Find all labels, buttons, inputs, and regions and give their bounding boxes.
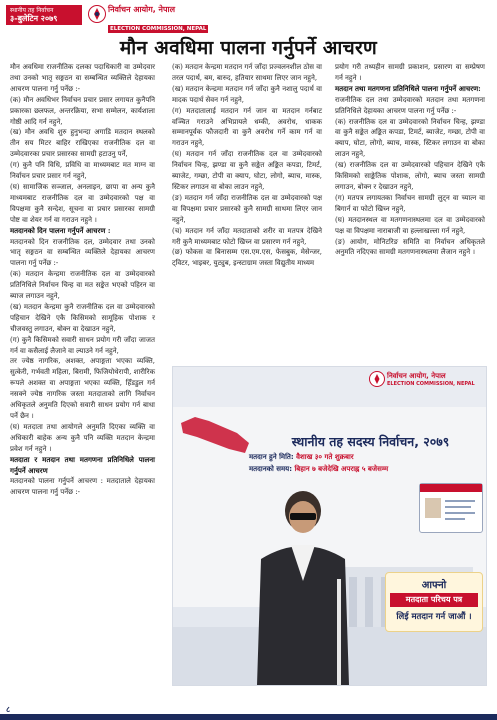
person-illustration bbox=[243, 489, 363, 685]
paragraph: (ख) मौन अवधि शुरु हुनुभन्दा अगाडि मतदान स्थलको तीन सय मिटर बाहिर राखिएका राजनीतिक दल वा उम्मेदवारका प्रचार प्रसारका सामग्री हटाउनु पर्ने, bbox=[10, 128, 155, 159]
poster-voting-time bbox=[249, 465, 483, 474]
paragraph: (ग) कुनै पनि विधि, प्रविधि वा माध्यमबाट मत माग्न वा निर्वाचन प्रचार प्रसार गर्न नहुने, bbox=[10, 161, 155, 181]
bulletin-number: ३-बुलेटिन २०७९ bbox=[10, 14, 58, 23]
voter-id-card-illustration bbox=[419, 483, 483, 533]
poster-ec-name bbox=[387, 372, 475, 388]
paragraph: प्रयोग गरी तथ्यहीन सामग्री प्रकाशन, प्रसारण वा सम्प्रेषण गर्न नहुने । bbox=[335, 63, 485, 82]
ec-name-english: ELECTION COMMISSION, NEPAL bbox=[110, 26, 207, 32]
section-heading: मतदाता र मतदान तथा मतगणना प्रतिनिधिले पालना गर्नुपर्ने आचरण bbox=[10, 454, 155, 475]
poster-voting-date bbox=[249, 453, 483, 462]
paragraph: (घ) मतदानस्थल वा मतगणनास्थलमा दल वा उम्मेदवारको पक्ष वा विपक्षमा नाराबाजी वा हल्लाखल्ला गर्न नहुने, bbox=[335, 215, 485, 235]
article-column-1 bbox=[10, 62, 155, 498]
page-number: ८ bbox=[6, 705, 11, 714]
paragraph: (घ) मतदान गर्न जाँदा राजनीतिक दल वा उम्मेदवारको निर्वाचन चिन्ह, झण्डा वा कुनै सङ्केत अङ्कित कपडा, टिमर्ट, ब्याजेट, गम्छा, टोपी वा क्याप, घोटा, लोगो, ब्याच, मास्क, स्टिकर लगाउन वा बोका लाउन नहुने, bbox=[172, 150, 322, 191]
voting-date-value: वैशाख ३० गते शुक्रबार bbox=[296, 453, 354, 461]
voting-time-label: मतदानको समय: bbox=[249, 465, 292, 473]
paragraph: (घ) सामाजिक सञ्जाल, अनलाइन, छापा वा अन्य कुनै माध्यमबाट राजनीतिक दल वा उम्मेदवारको पक्ष वा विपक्षमा कुनै सन्देश, सूचना वा प्रचार प्रसारका सामग्री पोष्ट वा शेयर गर्न वा गराउन नहुने । bbox=[10, 182, 155, 224]
voting-date-label: मतदान हुने मिति: bbox=[249, 453, 294, 461]
paragraph: (ख) राजनीतिक दल वा उम्मेदवारको पहिचान देखिने एकै किसिमको साङ्केतिक पोशाक, लोगो, ब्याच जस्ता सामग्री लगाउन, बोक्न र देखाउन नहुने, bbox=[335, 161, 485, 191]
paragraph: तर ज्येष्ठ नागरिक, अशक्त, अपाङ्गता भएका व्यक्ति, सुत्केरी, गर्भवती महिला, बिरामी, फिजियोथेरापी, शारीरिक रूपले अशक्त वा अपाङ्गता भएका व्यक्ति, हिँडडुल गर्न नसक्ने ज्येष्ठ नागरिक जस्ता मतदाताको लागि निर्वाचन अधिकृतले अनुमति दिएको सवारी साधन प्रयोग गर्न बाधा पर्ने छैन । bbox=[10, 357, 155, 420]
voter-id-message bbox=[385, 572, 483, 632]
message-line-3: लिई मतदान गर्न जाऔं । bbox=[396, 612, 472, 622]
masthead bbox=[0, 0, 497, 32]
page-title: मौन अवधिमा पालना गर्नुपर्ने आचरण bbox=[119, 37, 378, 59]
bulletin-series: स्थानीय तह निर्वाचन bbox=[10, 7, 54, 14]
election-commission-logo-icon bbox=[88, 5, 106, 23]
paragraph: (घ) मतदाता तथा आयोगले अनुमति दिएका व्यक्ति वा अधिकारी बाहेक अन्य कुनै पनि व्यक्ति मतदान केन्द्रमा प्रवेश गर्न नहुने । bbox=[10, 422, 155, 453]
paragraph: (क) मौन अवधिभर निर्वाचन प्रचार प्रसार लगायत कुनैपनि प्रकारका छलफल, अन्तरक्रिया, सभा सम्मेलन, कार्यशाला गोष्ठी आदि गर्न नहुने, bbox=[10, 95, 155, 126]
poster-ec-logo-icon bbox=[369, 371, 385, 387]
election-commission-name bbox=[108, 5, 207, 34]
paragraph: (ङ) मतदान गर्न जाँदा राजनीतिक दल वा उम्मेदवारको पक्ष वा विपक्षमा प्रचार प्रसारको कुनै सामग्री साथमा लिएर जान नहुने, bbox=[172, 193, 322, 224]
poster-headline: स्थानीय तह सदस्य निर्वाचन, २०७९ bbox=[291, 434, 450, 449]
paragraph: (क) मतदान केन्द्रमा राजनीतिक दल वा उम्मेदवारको प्रतिनिधिले निर्वाचन चिन्ह वा मत सङ्केत भएको पहिरन वा ब्याज लगाउन नहुने, bbox=[10, 270, 155, 301]
paragraph: (ग) कुनै किसिमको सवारी साधन प्रयोग गरी जाँदा जाजत गर्न वा कसैलाई लैजाने वा ल्याउने गर्न नहुने, bbox=[10, 335, 155, 355]
poster-ec-name-english: ELECTION COMMISSION, NEPAL bbox=[387, 381, 475, 387]
footer-stripe bbox=[0, 700, 497, 720]
paragraph: (क) मतदान केन्द्रमा मतदान गर्न जाँदा प्रज्वलनशील ठोस वा तरल पदार्थ, बम, बारुद, हतियार साथमा लिएर जान नहुने, bbox=[172, 63, 322, 82]
nepal-map-icon bbox=[179, 413, 251, 457]
article-column-2 bbox=[172, 62, 322, 269]
paragraph: राजनीतिक दल तथा उम्मेदवारको मतदान तथा मतगणना प्रतिनिधिले देहायका आचरण पालना गर्नु पर्नेछ :- bbox=[335, 95, 485, 115]
ec-name-nepali: निर्वाचन आयोग, नेपाल bbox=[108, 5, 176, 14]
article-column-3 bbox=[335, 62, 485, 258]
paragraph: मतदानको दिन राजनीतिक दल, उम्मेदवार तथा उनको भातृ सङ्गठन वा सम्बन्धित व्यक्तिले देहायका आचरण पालना गर्नु पर्नेछ :- bbox=[10, 237, 155, 268]
poster-ec-name-nepali: निर्वाचन आयोग, नेपाल bbox=[387, 372, 446, 380]
paragraph: (क) राजनीतिक दल वा उम्मेदवारको निर्वाचन चिन्ह, झण्डा वा कुनै सङ्केत अङ्कित कपडा, टिमर्ट, ब्याजेट, गम्छा, टोपी वा क्याप, घोटा, लोगो, ब्याच, मास्क, स्टिकर लगाउन वा बोका लाउन नहुने, bbox=[335, 117, 485, 159]
paragraph: (छ) फोकस वा बिनासम्म एस.एम.एस, फेसबुक, मेसेन्जर, ट्विटर, भाइबर, युट्युब, इन्स्टाग्राम जस्ता विद्युतीय माध्यम bbox=[172, 248, 322, 268]
paragraph: (ग) मतपत्र लगायतका निर्वाचन सामग्री लुट्न वा च्यात्न वा बिगार्न वा फोटो खिच्न नहुने, bbox=[335, 193, 485, 213]
paragraph: (ख) मतदान केन्द्रमा कुनै राजनीतिक दल वा उम्मेदवारको पहिचान देखिने एकै किसिमको सामूहिक पोशाक र चीजवस्तु लगाउन, बोक्न वा देखाउन नहुने, bbox=[10, 302, 155, 333]
message-line-2: मतदाता परिचय पत्र bbox=[390, 593, 478, 607]
section-heading: मतदान तथा मतगणना प्रतिनिधिले पालना गर्नुपर्ने आचरण: bbox=[335, 83, 481, 93]
section-heading: मतदानको दिन पालना गर्नुपर्ने आचरण : bbox=[10, 225, 111, 235]
paragraph: मौन अवधिमा राजनीतिक दलका पदाधिकारी वा उम्मेदवार तथा उनको भातृ सङ्गठन वा सम्बन्धित व्यक्तिले देहायका आचरण पालना गर्नु पर्नेछ :- bbox=[10, 63, 155, 93]
message-line-1: आफ्नो bbox=[421, 580, 447, 591]
paragraph: (ग) मतदातालाई मतदान गर्न जान वा मतदान गर्नबाट वञ्चित गराउने अभिप्रायले धम्की, अवरोध, धाकक सम्मानपूर्वक फौजदारी वा कुनै अवरोध गर्ने काम गर्न वा गराउन नहुने, bbox=[172, 106, 322, 148]
paragraph: (च) मतदान गर्न जाँदा मतदाताको शरीर वा मतपत्र देखिने गरी कुनै माध्यमबाट फोटो खिच्न वा प्रसारण गर्न नहुने, bbox=[172, 226, 322, 246]
voting-time-value: बिहान ७ बजेदेखि अपराह्न ५ बजेसम्म bbox=[294, 465, 389, 473]
bulletin-badge bbox=[6, 5, 82, 25]
paragraph: मतदानको पालना गर्नुपर्ने आचरण : मतदाताले देहायका आचरण पालना गर्नु पर्नेछ :- bbox=[10, 477, 155, 497]
paragraph: (ङ) आयोग, मोनिटरिङ समिति वा निर्वाचन अधिकृतले अनुमति नदिएका सामग्री मतगणनास्थलमा लैजान नहुने । bbox=[335, 237, 485, 257]
election-poster bbox=[172, 366, 487, 686]
paragraph: (ख) मतदान केन्द्रमा मतदान गर्न जाँदा कुनै नशालु पदार्थ वा मादक पदार्थ सेवन गर्न नहुने, bbox=[172, 84, 322, 104]
